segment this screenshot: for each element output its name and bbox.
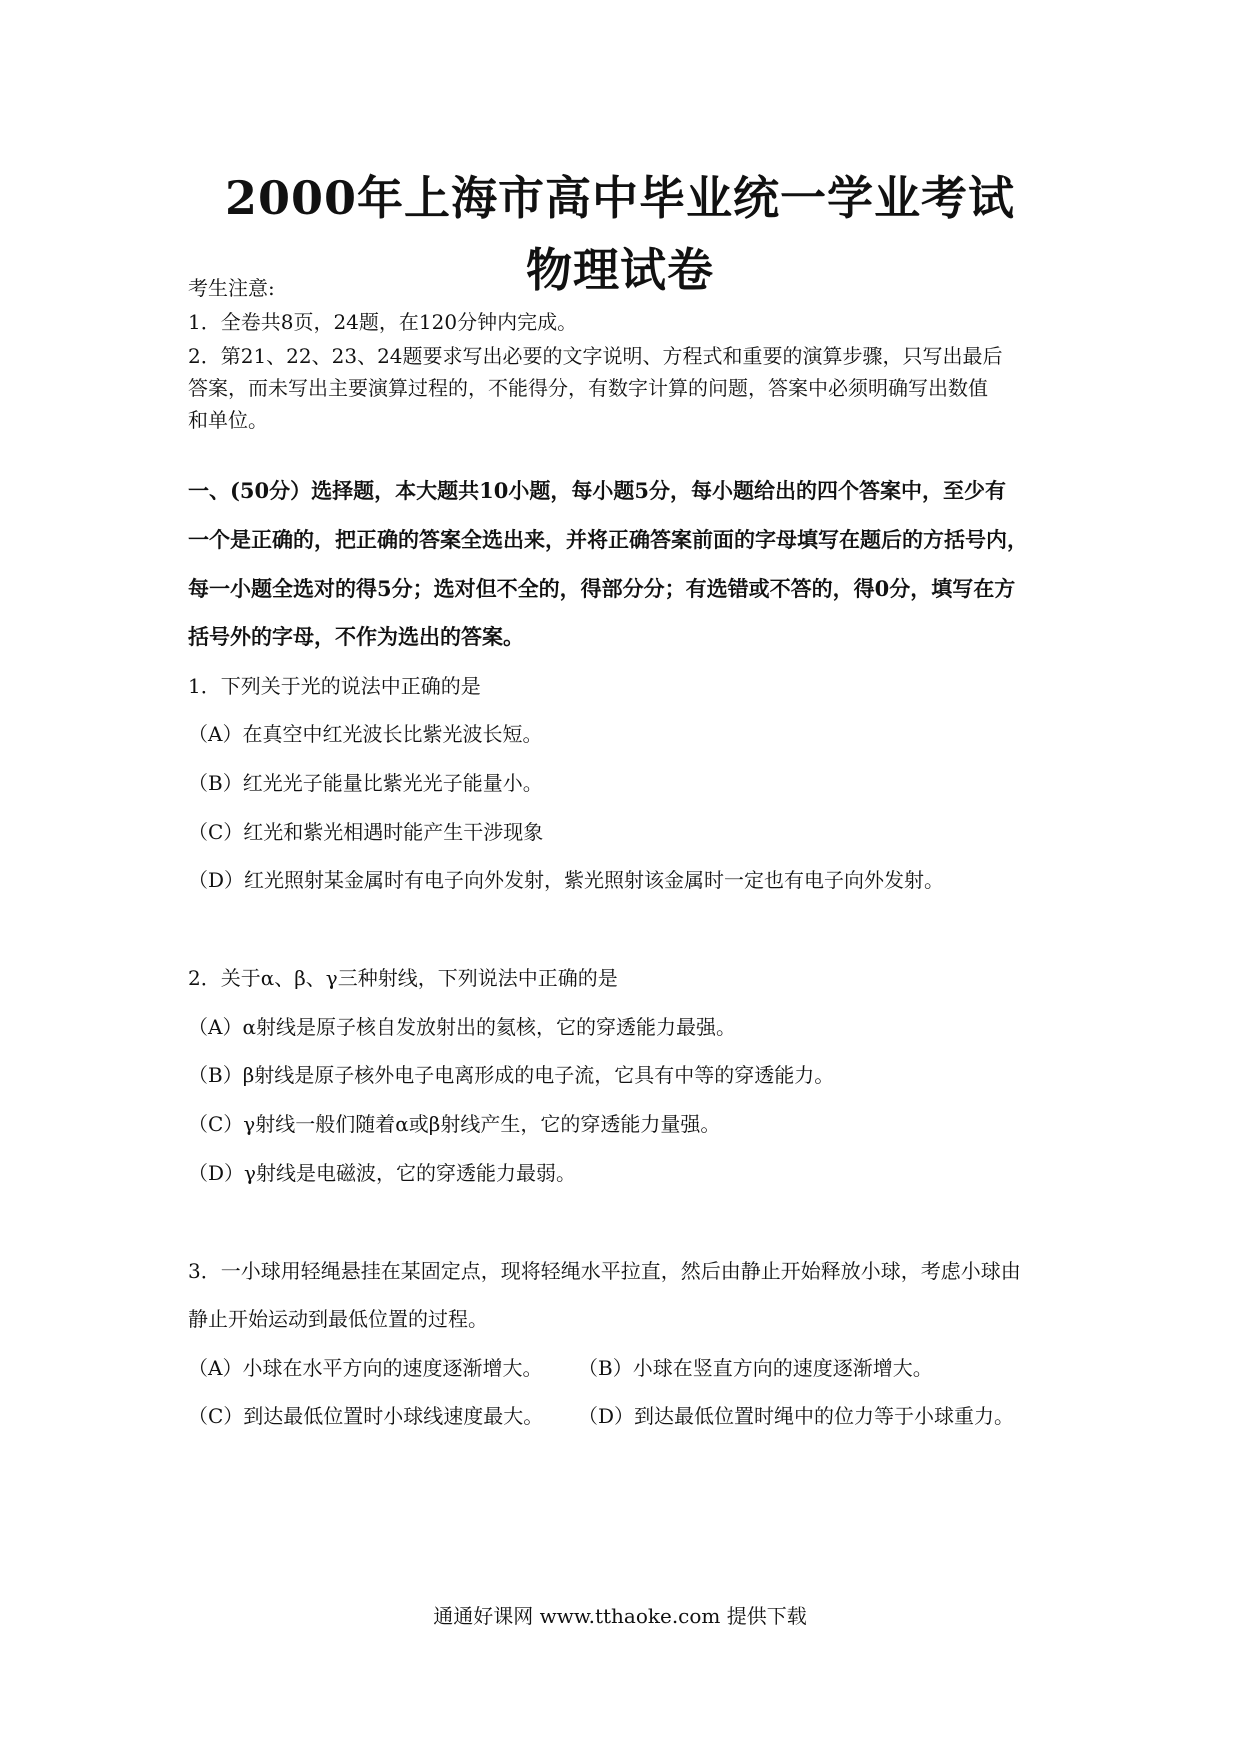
question-1-option-d: （D）红光照射某金属时有电子向外发射，紫光照射该金属时一定也有电子向外发射。 [188, 868, 945, 892]
section-instructions: 括号外的字母，不作为选出的答案。 [188, 624, 524, 649]
question-1-stem: 1．下列关于光的说法中正确的是 [188, 674, 481, 698]
question-3-option-c: （C）到达最低位置时小球线速度最大。 [188, 1404, 544, 1428]
question-3-stem: 3．一小球用轻绳悬挂在某固定点，现将轻绳水平拉直，然后由静止开始释放小球，考虑小球由 [188, 1259, 1021, 1283]
question-2-option-d: （D）γ射线是电磁波，它的穿透能力最弱。 [188, 1161, 576, 1185]
footer-source: 通通好课网 www.tthaoke.com 提供下载 [433, 1604, 807, 1628]
question-1-option-a: （A）在真空中红光波长比紫光波长短。 [188, 722, 543, 746]
question-2-option-a: （A）α射线是原子核自发放射出的氦核，它的穿透能力最强。 [188, 1015, 736, 1039]
question-1-option-b: （B）红光光子能量比紫光光子能量小。 [188, 771, 543, 795]
notice-item: 答案，而未写出主要演算过程的，不能得分，有数字计算的问题，答案中必须明确写出数值 [188, 376, 988, 400]
notice-item: 和单位。 [188, 408, 268, 432]
notice-heading: 考生注意: [188, 276, 275, 300]
question-3-stem: 静止开始运动到最低位置的过程。 [188, 1307, 488, 1331]
question-3-option-d: （D）到达最低位置时绳中的位力等于小球重力。 [578, 1404, 1015, 1428]
question-2-stem: 2．关于α、β、γ三种射线，下列说法中正确的是 [188, 966, 618, 990]
question-3-option-b: （B）小球在竖直方向的速度逐渐增大。 [578, 1356, 933, 1380]
notice-item: 2．第21、22、23、24题要求写出必要的文字说明、方程式和重要的演算步骤，只写出最后 [188, 344, 1003, 368]
question-1-option-c: （C）红光和紫光相遇时能产生干涉现象 [188, 820, 544, 844]
section-instructions: 每一小题全选对的得5分；选对但不全的，得部分分；有选错或不答的，得0分，填写在方 [188, 576, 1016, 601]
section-instructions: 一、(50分）选择题，本大题共10小题，每小题5分，每小题给出的四个答案中，至少有 [188, 478, 1006, 503]
page-title: 2000年上海市高中毕业统一学业考试 [224, 171, 1016, 225]
question-2-option-c: （C）γ射线一般们随着α或β射线产生，它的穿透能力量强。 [188, 1112, 721, 1136]
question-3-option-a: （A）小球在水平方向的速度逐渐增大。 [188, 1356, 543, 1380]
question-2-option-b: （B）β射线是原子核外电子电离形成的电子流，它具有中等的穿透能力。 [188, 1063, 835, 1087]
section-instructions: 一个是正确的，把正确的答案全选出来，并将正确答案前面的字母填写在题后的方括号内， [188, 527, 1028, 552]
page-subtitle: 物理试卷 [526, 243, 714, 297]
notice-item: 1．全卷共8页，24题，在120分钟内完成。 [188, 310, 578, 334]
